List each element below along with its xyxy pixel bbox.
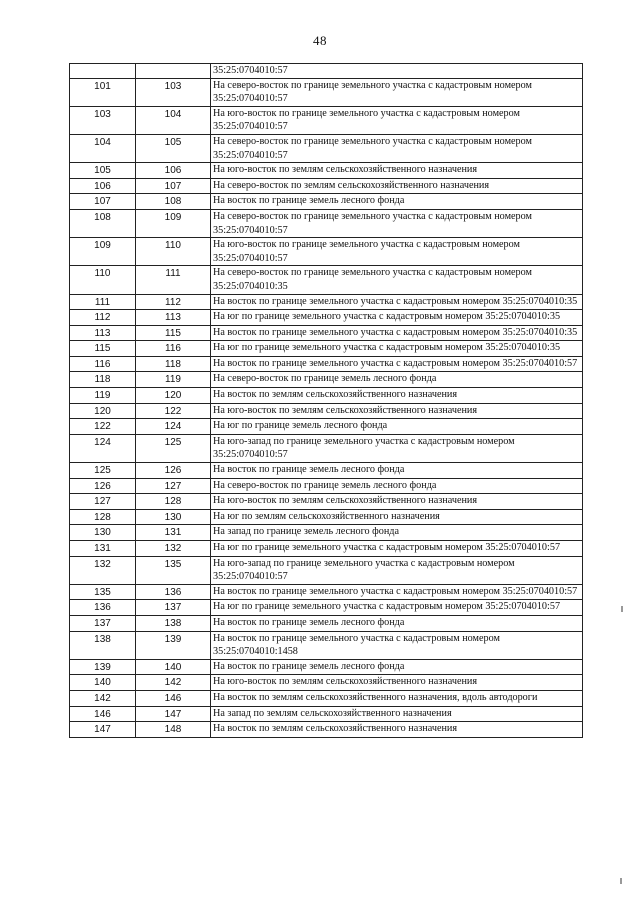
to-point-cell: 147 <box>136 706 211 722</box>
from-point-cell: 128 <box>70 509 136 525</box>
description-cell: На запад по границе земель лесного фонда <box>211 525 583 541</box>
table-row <box>70 209 583 237</box>
table-row <box>70 341 583 357</box>
from-point-cell: 125 <box>70 463 136 479</box>
to-point-cell: 124 <box>136 419 211 435</box>
from-point-cell: 115 <box>70 341 136 357</box>
description-cell: На восток по границе земельного участка с кадастровым номером 35:25:0704010:35 <box>211 294 583 310</box>
from-point-cell: 112 <box>70 310 136 326</box>
table-row <box>70 675 583 691</box>
description-cell: 35:25:0704010:57 <box>211 64 583 79</box>
description-cell: На северо-восток по границе земельного участка с кадастровым номером 35:25:0704010:57 <box>211 78 583 106</box>
description-cell: На запад по землям сельскохозяйственного назначения <box>211 706 583 722</box>
to-point-cell: 138 <box>136 615 211 631</box>
table-row <box>70 434 583 462</box>
table-row <box>70 419 583 435</box>
from-point-cell: 113 <box>70 325 136 341</box>
from-point-cell: 139 <box>70 659 136 675</box>
from-point-cell: 101 <box>70 78 136 106</box>
to-point-cell: 120 <box>136 388 211 404</box>
to-point-cell: 131 <box>136 525 211 541</box>
description-cell: На юго-восток по землям сельскохозяйственного назначения <box>211 403 583 419</box>
table-row <box>70 403 583 419</box>
to-point-cell: 125 <box>136 434 211 462</box>
description-cell: На юг по границе земельного участка с кадастровым номером 35:25:0704010:57 <box>211 541 583 557</box>
table-row <box>70 266 583 294</box>
description-cell: На восток по границе земельного участка с кадастровым номером 35:25:0704010:1458 <box>211 631 583 659</box>
to-point-cell: 142 <box>136 675 211 691</box>
description-cell: На юг по границе земельного участка с кадастровым номером 35:25:0704010:35 <box>211 310 583 326</box>
table-row <box>70 325 583 341</box>
description-cell: На юго-восток по землям сельскохозяйственного назначения <box>211 675 583 691</box>
table-row <box>70 78 583 106</box>
table-row <box>70 706 583 722</box>
to-point-cell: 127 <box>136 478 211 494</box>
to-point-cell: 116 <box>136 341 211 357</box>
page-number: 48 <box>313 33 327 48</box>
description-cell: На юг по границе земель лесного фонда <box>211 419 583 435</box>
description-cell: На северо-восток по границе земельного участка с кадастровым номером 35:25:0704010:57 <box>211 134 583 162</box>
from-point-cell: 120 <box>70 403 136 419</box>
from-point-cell: 105 <box>70 163 136 179</box>
description-cell: На восток по землям сельскохозяйственного назначения <box>211 388 583 404</box>
from-point-cell: 108 <box>70 209 136 237</box>
to-point-cell: 115 <box>136 325 211 341</box>
table-row <box>70 600 583 616</box>
table-row <box>70 478 583 494</box>
description-cell: На юго-запад по границе земельного участка с кадастровым номером 35:25:0704010:57 <box>211 434 583 462</box>
to-point-cell: 106 <box>136 163 211 179</box>
table-row <box>70 106 583 134</box>
from-point-cell: 109 <box>70 238 136 266</box>
to-point-cell: 107 <box>136 178 211 194</box>
to-point-cell: 122 <box>136 403 211 419</box>
to-point-cell: 132 <box>136 541 211 557</box>
table-row <box>70 541 583 557</box>
from-point-cell <box>70 64 136 79</box>
description-cell: На северо-восток по границе земельного участка с кадастровым номером 35:25:0704010:57 <box>211 209 583 237</box>
table-row <box>70 372 583 388</box>
table-row <box>70 194 583 210</box>
description-cell: На восток по границе земель лесного фонда <box>211 615 583 631</box>
from-point-cell: 126 <box>70 478 136 494</box>
from-point-cell: 147 <box>70 722 136 738</box>
description-cell: На восток по землям сельскохозяйственного назначения, вдоль автодороги <box>211 690 583 706</box>
description-cell: На юго-восток по границе земельного участка с кадастровым номером 35:25:0704010:57 <box>211 238 583 266</box>
to-point-cell: 113 <box>136 310 211 326</box>
table-row <box>70 556 583 584</box>
from-point-cell: 111 <box>70 294 136 310</box>
scan-mark <box>620 878 622 884</box>
from-point-cell: 138 <box>70 631 136 659</box>
table-row <box>70 163 583 179</box>
scan-mark <box>621 606 623 612</box>
from-point-cell: 106 <box>70 178 136 194</box>
to-point-cell: 118 <box>136 356 211 372</box>
to-point-cell: 112 <box>136 294 211 310</box>
description-cell: На юго-восток по землям сельскохозяйственного назначения <box>211 494 583 510</box>
table-row <box>70 238 583 266</box>
from-point-cell: 118 <box>70 372 136 388</box>
table-row <box>70 525 583 541</box>
table-row <box>70 134 583 162</box>
description-cell: На юг по границе земельного участка с кадастровым номером 35:25:0704010:57 <box>211 600 583 616</box>
from-point-cell: 146 <box>70 706 136 722</box>
from-point-cell: 140 <box>70 675 136 691</box>
table-row <box>70 178 583 194</box>
to-point-cell: 126 <box>136 463 211 479</box>
table-row <box>70 494 583 510</box>
boundary-table <box>69 63 583 738</box>
description-cell: На восток по границе земельного участка с кадастровым номером 35:25:0704010:57 <box>211 356 583 372</box>
from-point-cell: 110 <box>70 266 136 294</box>
to-point-cell: 111 <box>136 266 211 294</box>
table-row <box>70 631 583 659</box>
from-point-cell: 107 <box>70 194 136 210</box>
to-point-cell: 135 <box>136 556 211 584</box>
from-point-cell: 122 <box>70 419 136 435</box>
table-row <box>70 294 583 310</box>
table-row <box>70 463 583 479</box>
description-cell: На восток по границе земельного участка с кадастровым номером 35:25:0704010:35 <box>211 325 583 341</box>
to-point-cell: 109 <box>136 209 211 237</box>
to-point-cell <box>136 64 211 79</box>
to-point-cell: 139 <box>136 631 211 659</box>
from-point-cell: 104 <box>70 134 136 162</box>
table-row <box>70 509 583 525</box>
to-point-cell: 148 <box>136 722 211 738</box>
description-cell: На восток по землям сельскохозяйственного назначения <box>211 722 583 738</box>
from-point-cell: 116 <box>70 356 136 372</box>
to-point-cell: 140 <box>136 659 211 675</box>
description-cell: На юг по землям сельскохозяйственного назначения <box>211 509 583 525</box>
from-point-cell: 135 <box>70 584 136 600</box>
from-point-cell: 127 <box>70 494 136 510</box>
description-cell: На восток по границе земель лесного фонда <box>211 659 583 675</box>
from-point-cell: 142 <box>70 690 136 706</box>
description-cell: На юг по границе земельного участка с кадастровым номером 35:25:0704010:35 <box>211 341 583 357</box>
from-point-cell: 103 <box>70 106 136 134</box>
from-point-cell: 137 <box>70 615 136 631</box>
description-cell: На юго-запад по границе земельного участка с кадастровым номером 35:25:0704010:57 <box>211 556 583 584</box>
from-point-cell: 119 <box>70 388 136 404</box>
table-row <box>70 659 583 675</box>
to-point-cell: 146 <box>136 690 211 706</box>
to-point-cell: 105 <box>136 134 211 162</box>
description-cell: На северо-восток по землям сельскохозяйственного назначения <box>211 178 583 194</box>
to-point-cell: 108 <box>136 194 211 210</box>
table-row <box>70 64 583 79</box>
to-point-cell: 104 <box>136 106 211 134</box>
to-point-cell: 110 <box>136 238 211 266</box>
table-row <box>70 615 583 631</box>
to-point-cell: 136 <box>136 584 211 600</box>
table-row <box>70 356 583 372</box>
to-point-cell: 137 <box>136 600 211 616</box>
to-point-cell: 128 <box>136 494 211 510</box>
table-row <box>70 584 583 600</box>
table-row <box>70 310 583 326</box>
description-cell: На восток по границе земельного участка с кадастровым номером 35:25:0704010:57 <box>211 584 583 600</box>
to-point-cell: 130 <box>136 509 211 525</box>
from-point-cell: 131 <box>70 541 136 557</box>
table-row <box>70 722 583 738</box>
description-cell: На восток по границе земель лесного фонда <box>211 463 583 479</box>
from-point-cell: 130 <box>70 525 136 541</box>
to-point-cell: 103 <box>136 78 211 106</box>
description-cell: На северо-восток по границе земель лесного фонда <box>211 478 583 494</box>
from-point-cell: 124 <box>70 434 136 462</box>
description-cell: На северо-восток по границе земель лесного фонда <box>211 372 583 388</box>
to-point-cell: 119 <box>136 372 211 388</box>
description-cell: На юго-восток по границе земельного участка с кадастровым номером 35:25:0704010:57 <box>211 106 583 134</box>
description-cell: На восток по границе земель лесного фонда <box>211 194 583 210</box>
table-row <box>70 690 583 706</box>
from-point-cell: 136 <box>70 600 136 616</box>
description-cell: На юго-восток по землям сельскохозяйственного назначения <box>211 163 583 179</box>
from-point-cell: 132 <box>70 556 136 584</box>
boundary-table-body <box>70 64 583 738</box>
description-cell: На северо-восток по границе земельного участка с кадастровым номером 35:25:0704010:35 <box>211 266 583 294</box>
table-row <box>70 388 583 404</box>
